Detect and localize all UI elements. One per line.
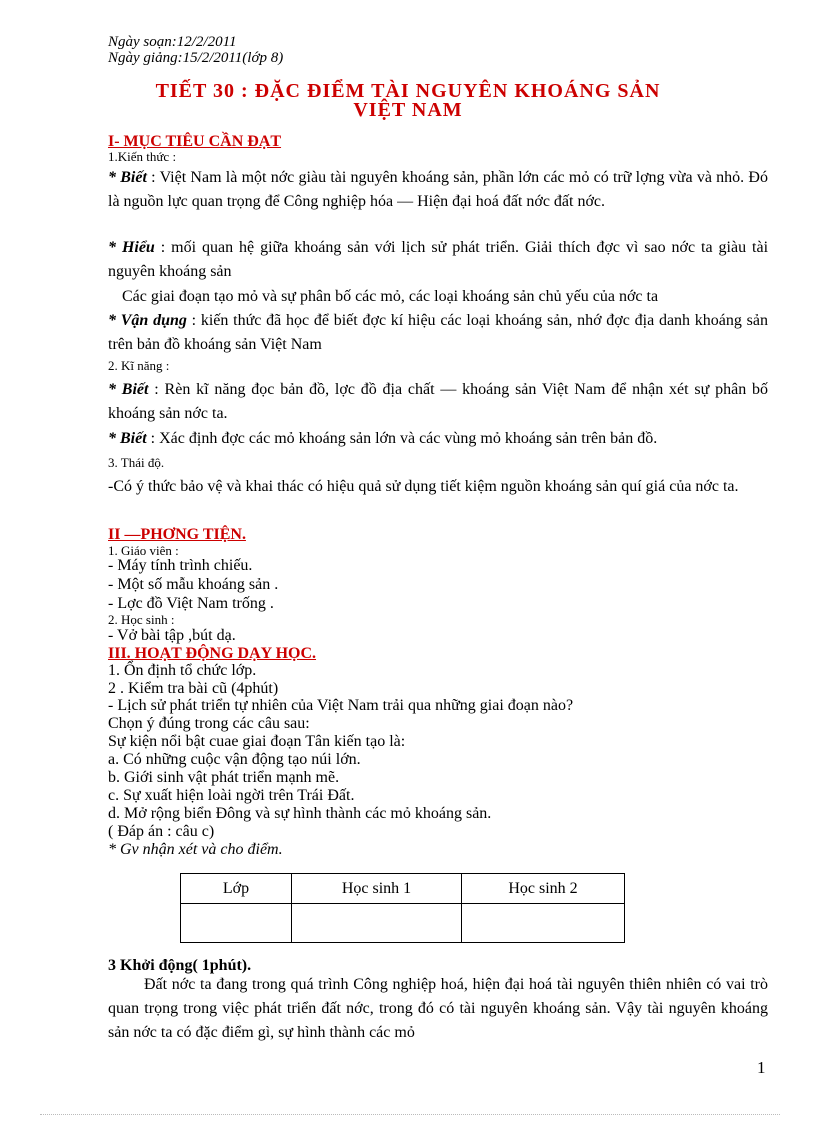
attitude-paragraph: -Có ý thức bảo vệ và khai thác có hiệu quả sử dụng tiết kiệm nguồn khoáng sản quí giá của nớc ta.	[108, 478, 739, 495]
section1-heading: I- MỤC TIÊU CẦN ĐẠT	[108, 133, 282, 150]
teacher-item: - Lợc đồ Việt Nam trống .	[108, 595, 274, 612]
vandung-text: : kiến thức đã học để biết đợc kí hiệu các loại khoáng sản, nhớ đợc địa danh khoáng sản trên bản đồ khoáng sản Việt Nam	[108, 312, 768, 353]
prep-date: Ngày soạn:12/2/2011	[108, 34, 237, 50]
grade-table	[180, 873, 625, 943]
teach-date: Ngày giảng:15/2/2011(lớp 8)	[108, 50, 284, 66]
activity-line: 2 . Kiểm tra bài cũ (4phút)	[108, 680, 279, 697]
biet2-paragraph	[108, 378, 768, 426]
activity-line: ( Đáp án : câu c)	[108, 823, 215, 840]
date-header	[108, 34, 283, 66]
skills-label: 2. Kĩ năng :	[108, 358, 170, 373]
biet1-paragraph	[108, 166, 768, 214]
section3-heading: III. HOẠT ĐỘNG DẠY HỌC.	[108, 645, 317, 662]
activity-line: b. Giới sinh vật phát triển mạnh mẽ.	[108, 769, 340, 786]
stages-paragraph: Các giai đoạn tạo mỏ và sự phân bố các mỏ, các loại khoáng sản chủ yếu của nớc ta	[122, 288, 659, 305]
biet1-text: : Việt Nam là một nớc giàu tài nguyên khoáng sản, phần lớn các mỏ có trữ lợng vừa và nhỏ. Đó là nguồn lực quan trọng để Công nghiệp hóa — Hiện đại hoá đất nớc đất nớc.	[108, 169, 768, 210]
hieu-paragraph	[108, 236, 768, 284]
table-header-cell: Học sinh 1	[292, 874, 462, 904]
table-header-row	[181, 874, 625, 904]
activity-line: c. Sự xuất hiện loài ngời trên Trái Đất.	[108, 787, 355, 804]
table-header-cell: Lớp	[181, 874, 292, 904]
biet3-label: * Biết	[108, 430, 147, 447]
warmup-paragraph: Đất nớc ta đang trong quá trình Công nghiệp hoá, hiện đại hoá tài nguyên thiên nhiên có vai trò quan trọng trong việc phát triển đất nớc, trong đó có tài nguyên khoáng sản. Vậy tài nguyên khoáng sản nớc ta có đặc điểm gì, sự hình thành các mỏ	[108, 976, 768, 1041]
student-item: - Vở bài tập ,bút dạ.	[108, 627, 236, 644]
knowledge-label: 1.Kiến thức :	[108, 149, 177, 164]
vandung-label: * Vận dụng	[108, 312, 187, 329]
biet3-text: : Xác định đợc các mỏ khoáng sản lớn và các vùng mỏ khoáng sản trên bản đồ.	[146, 430, 658, 447]
biet3-paragraph	[108, 427, 768, 451]
activity-line: d. Mở rộng biển Đông và sự hình thành các mỏ khoáng sản.	[108, 805, 492, 822]
page-number: 1	[757, 1058, 766, 1077]
activity-line: a. Có những cuộc vận động tạo núi lớn.	[108, 751, 361, 768]
warmup-heading: 3 Khởi động( 1phút).	[108, 957, 252, 974]
teacher-item: - Máy tính trình chiếu.	[108, 557, 253, 574]
table-cell	[462, 904, 625, 943]
teacher-note: * Gv nhận xét và cho điểm.	[108, 841, 283, 858]
table-row	[181, 904, 625, 943]
activity-line: Sự kiện nổi bật cuae giai đoạn Tân kiến tạo là:	[108, 733, 406, 750]
table-cell	[181, 904, 292, 943]
biet1-label: * Biết	[108, 169, 147, 186]
footer-divider	[40, 1114, 780, 1115]
table-cell	[292, 904, 462, 943]
table-header-cell: Học sinh 2	[462, 874, 625, 904]
hieu-label: * Hiểu	[108, 239, 155, 256]
hieu-text: : mối quan hệ giữa khoáng sản với lịch sử phát triển. Giải thích đợc vì sao nớc ta giàu tài nguyên khoáng sản	[108, 239, 769, 280]
teacher-item: - Một số mẫu khoáng sản .	[108, 576, 279, 593]
teacher-label: 1. Giáo viên :	[108, 543, 179, 558]
attitude-label: 3. Thái độ.	[108, 455, 165, 470]
student-label: 2. Học sinh :	[108, 612, 175, 627]
biet2-text: : Rèn kĩ năng đọc bản đồ, lợc đồ địa chất — khoáng sản Việt Nam để nhận xét sự phân bố khoáng sản nớc ta.	[108, 381, 769, 422]
vandung-paragraph	[108, 309, 768, 357]
section2-heading: II —PHƠNG TIỆN.	[108, 526, 246, 543]
activity-line: 1. Ổn định tổ chức lớp.	[108, 662, 257, 679]
biet2-label: * Biết	[108, 381, 149, 398]
lesson-title-line2: VIỆT NAM	[353, 99, 463, 121]
activity-line: - Lịch sử phát triển tự nhiên của Việt Nam trải qua những giai đoạn nào?	[108, 697, 574, 714]
lesson-title-line1: TIẾT 30 : ĐẶC ĐIỂM TÀI NGUYÊN KHOÁNG SẢN	[155, 80, 661, 102]
activity-line: Chọn ý đúng trong các câu sau:	[108, 715, 310, 732]
